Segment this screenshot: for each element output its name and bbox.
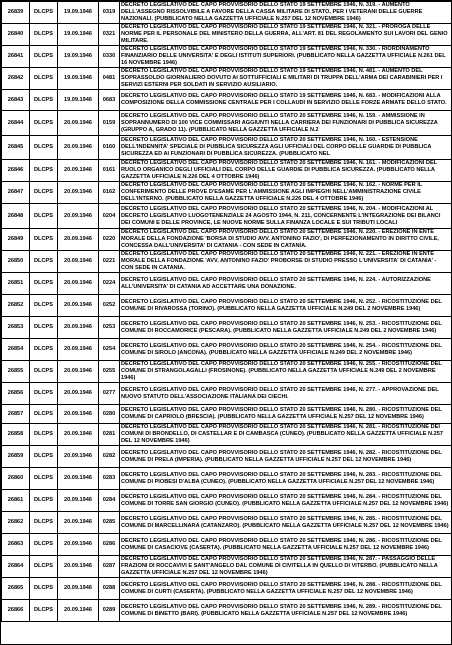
table-row: [2, 556, 452, 578]
record-number-cell: 26862: [2, 512, 30, 534]
table-row: [2, 204, 452, 229]
decree-register-table: [1, 1, 452, 622]
act-date-cell: 20.09.1946: [58, 273, 99, 295]
act-type-cell: DLCPS: [30, 273, 58, 295]
act-date-cell: 20.09.1946: [58, 556, 99, 578]
act-type-cell: DLCPS: [30, 204, 58, 229]
act-date-cell: 20.09.1946: [58, 512, 99, 534]
act-type-cell: DLCPS: [30, 2, 58, 24]
act-description-cell: DECRETO LEGISLATIVO DEL CAPO PROVVISORIO DELLO STATO 20 SETTEMBRE 1946, N. 221. - EREZIONE IN ENTE MORALE DELLA FONDAZIONE 'AVV. ANTONINO FAZIO' PROBORSE DI STUDIO PRESSO L'UNIVERSITA' DI CATANIA' - CON SEDE IN CATANIA.: [120, 251, 452, 273]
table-row: [2, 24, 452, 46]
act-description-cell: DECRETO LEGISLATIVO DEL CAPO PROVVISORIO DELLO STATO 20 SETTEMBRE 1946, N. 253. - RICOSTITUZIONE DEL COMUNE DI ROCCAMORICE (PESCARA). (PUBBLICATO NELLA GAZZETTA UFFICIALE N.249 DEL 2 NOVEMBRE 1946): [120, 317, 452, 339]
act-type-cell: DLCPS: [30, 600, 58, 622]
act-date-cell: 20.09.1946: [58, 534, 99, 556]
act-type-cell: DLCPS: [30, 136, 58, 160]
act-code-cell: 0160: [99, 136, 120, 160]
record-number-cell: 26850: [2, 251, 30, 273]
record-number-cell: 26864: [2, 556, 30, 578]
act-date-cell: 20.09.1946: [58, 229, 99, 251]
act-type-cell: DLCPS: [30, 317, 58, 339]
act-description-cell: DECRETO LEGISLATIVO DEL CAPO PROVVISORIO DELLO STATO 20 SETTEMBRE 1946, N. 287. - PASSAGGIO DELLE FRAZIONI DI ROCCAVIVI E SANT'ANGELO DAL COMUNE DI CIVITELLA IN QUELLO DI VITERBO. (PUBBLICATO NELLA GAZZETTA UFFICIALE N.257 DEL 12 NOVEMBRE 1946): [120, 556, 452, 578]
act-type-cell: DLCPS: [30, 405, 58, 424]
table-row: [2, 136, 452, 160]
table-row: [2, 111, 452, 136]
register-body: [2, 2, 452, 622]
act-type-cell: DLCPS: [30, 24, 58, 46]
act-date-cell: 20.09.1946: [58, 339, 99, 361]
act-type-cell: DLCPS: [30, 512, 58, 534]
act-description-cell: DECRETO LEGISLATIVO DEL CAPO PROVVISORIO DELLO STATO 19 SETTEMBRE 1946, N. 321. - PROROGA DELLE NORME PER IL PERSONALE DEL MINISTERO DELLA GUERRA, ALL'ART. 81 DEL REGOLAMENTO SUI LAVORI DEL GENIO MILITARE.: [120, 24, 452, 46]
table-row: [2, 229, 452, 251]
table-row: [2, 90, 452, 111]
act-date-cell: 20.09.1946: [58, 383, 99, 405]
act-type-cell: DLCPS: [30, 468, 58, 490]
record-number-cell: 26841: [2, 46, 30, 68]
act-date-cell: 20.09.1946: [58, 317, 99, 339]
record-number-cell: 26856: [2, 383, 30, 405]
table-row: [2, 383, 452, 405]
act-code-cell: 0289: [99, 600, 120, 622]
record-number-cell: 26854: [2, 339, 30, 361]
act-date-cell: 20.09.1946: [58, 251, 99, 273]
act-description-cell: DECRETO LEGISLATIVO DEL CAPO PROVVISORIO DELLO STATO 19 SETTEMBRE 1946, N. 319. - AUMENTO DELL'ASSEGNO RISSOLVIBILE A FAVORE DELLA CASSA MILITARE DI STATO, PER I VETERANI DELLE GUERRE NAZIONALI. (PUBBLICATO NELLA GAZZETTA UFFICIALE N.257 DEL 12 NOVEMBRE 1946): [120, 2, 452, 24]
act-date-cell: 20.09.1946: [58, 490, 99, 512]
act-description-cell: DECRETO LEGISLATIVO DEL CAPO PROVVISORIO DELLO STATO 20 SETTEMBRE 1946, N. 286. - RICOSTITUZIONE DEL COMUNE DI CASACIOVE (CASERTA). (PUBBLICATO NELLA GAZZETTA UFFICIALE N.257 DEL 12 NOVEMBRE 1946): [120, 534, 452, 556]
act-type-cell: DLCPS: [30, 182, 58, 204]
act-code-cell: 0220: [99, 229, 120, 251]
table-row: [2, 160, 452, 182]
act-date-cell: 20.09.1946: [58, 600, 99, 622]
act-date-cell: 20.09.1946: [58, 468, 99, 490]
act-code-cell: 0280: [99, 405, 120, 424]
act-date-cell: 20.09.1946: [58, 136, 99, 160]
record-number-cell: 26852: [2, 295, 30, 317]
act-description-cell: DECRETO LEGISLATIVO DEL CAPO PROVVISORIO DELLO STATO 20 SETTEMBRE 1946, N. 281. - RICOSTITUZIONE DEI COMUNI DI BRONDELLO, DI CASTELLAR E DI CAMBASCA (CUNEO). (PUBBLICATO NELLA GAZZETTA UFFICIALE N.257 DEL 12 NOVEMBRE 1946): [120, 424, 452, 446]
act-date-cell: 20.09.1946: [58, 446, 99, 468]
act-type-cell: DLCPS: [30, 251, 58, 273]
act-type-cell: DLCPS: [30, 229, 58, 251]
record-number-cell: 26846: [2, 160, 30, 182]
act-description-cell: DECRETO LEGISLATIVO DEL CAPO PROVVISORIO DELLO STATO 20 SETTEMBRE 1946, N. 282. - RICOSTITUZIONE DEL COMUNE DI PRELA (IMPERIA). (PUBBLICATO NELLA GAZZETTA UFFICIALE N.257 DEL 12 NOVEMBRE 1946): [120, 446, 452, 468]
act-code-cell: 0287: [99, 556, 120, 578]
table-row: [2, 2, 452, 24]
act-description-cell: DECRETO LEGISLATIVO DEL CAPO PROVVISORIO DELLO STATO 20 SETTEMBRE 1946, N. 289. - RICOSTITUZIONE DEL COMUNE DI BINETTO (BARI). (PUBBLICATO NELLA GAZZETTA UFFICIALE N.257 DEL 12 NOVEMBRE 1946): [120, 600, 452, 622]
act-code-cell: 0283: [99, 468, 120, 490]
act-description-cell: DECRETO LEGISLATIVO DEL CAPO PROVVISORIO DELLO STATO 19 SETTEMBRE 1946, N. 683. - MODIFICAZIONI ALLA COMPOSIZIONE DELLA COMMISSIONE CENTRALE PER I COLLAUDI IN SERVIZIO DELLE FORZE ARMATE DELLO STATO.: [120, 90, 452, 111]
act-date-cell: 20.09.1946: [58, 405, 99, 424]
act-description-cell: DECRETO LEGISLATIVO DEL CAPO PROVVISORIO DELLO STATO 20 SETTEMBRE 1946, N. 254. - RICOSTITUZIONE DEL COMUNE DI SIROLO (ANCONA). (PUBBLICATO NELLA GAZZETTA UFFICIALE N.249 DEL 2 NOVEMBRE 1946): [120, 339, 452, 361]
table-row: [2, 578, 452, 600]
act-type-cell: DLCPS: [30, 46, 58, 68]
act-code-cell: 0281: [99, 424, 120, 446]
act-description-cell: DECRETO LEGISLATIVO DEL CAPO PROVVISORIO DELLO STATO 20 SETTEMBRE 1946, N. 284. - RICOSTITUZIONE DEL COMUNE DI TORRE SAN GIORGIO (CUNEO). (PUBBLICATO NELLA GAZZETTA UFFICIALE N.257 DEL 12 NOVEMBRE 1946): [120, 490, 452, 512]
record-number-cell: 26866: [2, 600, 30, 622]
record-number-cell: 26855: [2, 361, 30, 383]
record-number-cell: 26860: [2, 468, 30, 490]
act-type-cell: DLCPS: [30, 90, 58, 111]
table-row: [2, 405, 452, 424]
table-row: [2, 534, 452, 556]
act-code-cell: 0252: [99, 295, 120, 317]
record-number-cell: 26861: [2, 490, 30, 512]
act-description-cell: DECRETO LEGISLATIVO DEL CAPO PROVVISORIO DELLO STATO 20 SETTEMBRE 1946, N. 255. - RICOSTITUZIONE DEL COMUNE DI STRANGOLAGALLI (FROSINONE). (PUBBLICATO NELLA GAZZETTA UFFICIALE N.249 DEL 2 NOVEMBRE 1946): [120, 361, 452, 383]
record-number-cell: 26865: [2, 578, 30, 600]
act-date-cell: 20.09.1946: [58, 578, 99, 600]
act-date-cell: 20.09.1946: [58, 204, 99, 229]
act-description-cell: DECRETO LEGISLATIVO DEL CAPO PROVVISORIO DELLO STATO 20 SETTEMBRE 1946, N. 288. - RICOSTITUZIONE DEL COMUNE DI CURTI (CASERTA). (PUBBLICATO NELLA GAZZETTA UFFICIALE N.257 DEL 12 NOVEMBRE 1946): [120, 578, 452, 600]
act-code-cell: 0282: [99, 446, 120, 468]
act-code-cell: 0254: [99, 339, 120, 361]
act-date-cell: 19.09.1946: [58, 90, 99, 111]
act-date-cell: 19.09.1946: [58, 68, 99, 90]
table-row: [2, 512, 452, 534]
act-date-cell: 19.09.1946: [58, 46, 99, 68]
act-code-cell: 0321: [99, 24, 120, 46]
act-code-cell: 0224: [99, 273, 120, 295]
record-number-cell: 26851: [2, 273, 30, 295]
act-code-cell: 0284: [99, 490, 120, 512]
act-type-cell: DLCPS: [30, 534, 58, 556]
act-date-cell: 20.09.1946: [58, 361, 99, 383]
table-row: [2, 317, 452, 339]
record-number-cell: 26839: [2, 2, 30, 24]
act-code-cell: 0481: [99, 68, 120, 90]
record-number-cell: 26863: [2, 534, 30, 556]
act-code-cell: 0255: [99, 361, 120, 383]
record-number-cell: 26845: [2, 136, 30, 160]
act-description-cell: DECRETO LEGISLATIVO DEL CAPO PROVVISORIO DELLO STATO 20 SETTEMBRE 1946, N. 283. - RICOSTITUZIONE DEL COMUNE DI PIOBESI D'ALBA (CUNEO). (PUBBLICATO NELLA GAZZETTA UFFICIALE N.257 DEL 12 NOVEMBRE 1946): [120, 468, 452, 490]
act-description-cell: DECRETO LEGISLATIVO DEL CAPO PROVVISORIO DELLO STATO 20 SETTEMBRE 1946, N. 160. - ESTENSIONE DELL'INDENNITA' SPECIALE DI PUBBLICA SICUREZZA AGLI UFFICIALI DEL CORPO DELLE GUARDIE DI PUBBLICA SICUREZZA ED AI FUNZIONARI DI PUBBLICA SICUREZZA. (PUBBLICATO NEL: [120, 136, 452, 160]
act-type-cell: DLCPS: [30, 111, 58, 136]
act-date-cell: 20.09.1946: [58, 295, 99, 317]
act-description-cell: DECRETO LEGISLATIVO DEL CAPO PROVVISORIO DELLO STATO 20 SETTEMBRE 1946, N. 162. - NORME PER IL CONFERIMENTO DELLE PROVE D'ESAME PER L'AMMISSIONE AGLI IMPIEGHI NELL'AMMINISTRAZIONE CIVILE DELL'INTERNO. (PUBBLICATO NELLA GAZZETTA UFFICIALE N.226 DEL 4 OTTOBRE 1946): [120, 182, 452, 204]
act-date-cell: 20.09.1946: [58, 182, 99, 204]
act-type-cell: DLCPS: [30, 578, 58, 600]
table-row: [2, 339, 452, 361]
act-date-cell: 19.09.1946: [58, 2, 99, 24]
act-code-cell: 0319: [99, 2, 120, 24]
table-row: [2, 46, 452, 68]
act-type-cell: DLCPS: [30, 160, 58, 182]
table-row: [2, 273, 452, 295]
record-number-cell: 26848: [2, 204, 30, 229]
record-number-cell: 26842: [2, 68, 30, 90]
act-description-cell: DECRETO LEGISLATIVO DEL CAPO PROVVISORIO DELLO STATO 20 SETTEMBRE 1946, N. 277. - APPROVAZIONE DEL NUOVO STATUTO DELL'ASSOCIAZIONE ITALIANA DEI CIECHI.: [120, 383, 452, 405]
act-code-cell: 0288: [99, 578, 120, 600]
act-type-cell: DLCPS: [30, 295, 58, 317]
act-description-cell: DECRETO LEGISLATIVO DEL CAPO PROVVISORIO DELLO STATO 20 SETTEMBRE 1946, N. 161. - MODIFICAZIONI DEL RUOLO ORGANICO DEGLI UFFICIALI DEL CORPO DELLE GUARDIE DI PUBBLICA SICUREZZA. (PUBBLICATO NELLA GAZZETTA UFFICIALE N.226 DEL 4 OTTOBRE 1946): [120, 160, 452, 182]
record-number-cell: 26853: [2, 317, 30, 339]
act-date-cell: 19.09.1946: [58, 24, 99, 46]
act-description-cell: DECRETO LEGISLATIVO DEL CAPO PROVVISORIO DELLO STATO 20 SETTEMBRE 1946, N. 220. - EREZIONE IN ENTE MORALE DELLA FONDAZIONE 'BORSA DI STUDIO AVV. ANTONINO FAZIO', DI PERFEZIONAMENTO IN DIRITTO CIVILE, CONCESSA DALL'UNIVERSITA' DI CATANIA - CON SEDE IN CATANIA.: [120, 229, 452, 251]
act-type-cell: DLCPS: [30, 68, 58, 90]
act-code-cell: 0683: [99, 90, 120, 111]
act-date-cell: 20.09.1946: [58, 160, 99, 182]
act-description-cell: DECRETO LEGISLATIVO DEL CAPO PROVVISORIO DELLO STATO 20 SETTEMBRE 1946, N. 252. - RICOSTITUZIONE DEL COMUNE DI RIVAROSSA (TORINO). (PUBBLICATO NELLA GAZZETTA UFFICIALE N.249 DEL 2 NOVEMBRE 1946): [120, 295, 452, 317]
act-type-cell: DLCPS: [30, 556, 58, 578]
record-number-cell: 26840: [2, 24, 30, 46]
record-number-cell: 26844: [2, 111, 30, 136]
table-row: [2, 295, 452, 317]
record-number-cell: 26843: [2, 90, 30, 111]
record-number-cell: 26857: [2, 405, 30, 424]
act-date-cell: 20.09.1946: [58, 111, 99, 136]
act-code-cell: 0286: [99, 534, 120, 556]
table-row: [2, 361, 452, 383]
act-code-cell: 0162: [99, 182, 120, 204]
record-number-cell: 26847: [2, 182, 30, 204]
table-row: [2, 446, 452, 468]
table-row: [2, 468, 452, 490]
act-description-cell: DECRETO LEGISLATIVO DEL CAPO PROVVISORIO DELLO STATO 20 SETTEMBRE 1946, N. 280. - RICOSTITUZIONE DEL COMUNE DI CAPRIOLO (BRESCIA). (PUBBLICATO NELLA GAZZETTA UFFICIALE N.257 DEL 12 NOVEMBRE 1946): [120, 405, 452, 424]
record-number-cell: 26859: [2, 446, 30, 468]
act-code-cell: 0159: [99, 111, 120, 136]
table-row: [2, 68, 452, 90]
act-code-cell: 0277: [99, 383, 120, 405]
act-code-cell: 0221: [99, 251, 120, 273]
table-row: [2, 600, 452, 622]
record-number-cell: 26858: [2, 424, 30, 446]
record-number-cell: 26849: [2, 229, 30, 251]
act-description-cell: DECRETO LEGISLATIVO DEL CAPO PROVVISORIO DELLO STATO 19 SETTEMBRE 1946, N. 481. - AUMENTO DEL SOPRASSOLDO GIORNALIERO DOVUTO AI SOTTUFFICIALI E MILITARI DI TRUPPA DELL'ARMA DEI CARABINIERI PER I SERVIZI ESTERNI PER SOLDATI IN SERVIZIO AUSILIARIO.: [120, 68, 452, 90]
act-type-cell: DLCPS: [30, 490, 58, 512]
act-date-cell: 20.09.1946: [58, 424, 99, 446]
act-code-cell: 0253: [99, 317, 120, 339]
act-type-cell: DLCPS: [30, 339, 58, 361]
act-type-cell: DLCPS: [30, 361, 58, 383]
act-type-cell: DLCPS: [30, 446, 58, 468]
act-description-cell: DECRETO LEGISLATIVO DEL CAPO PROVVISORIO DELLO STATO 20 SETTEMBRE 1946, N. 224. - AUTORIZZAZIONE ALL'UNIVERSITA' DI CATANIA AD ACCETTARE UNA DONAZIONE.: [120, 273, 452, 295]
act-description-cell: DECRETO LEGISLATIVO DEL CAPO PROVVISORIO DELLO STATO 20 SETTEMBRE 1946, N. 204. - MODIFICAZIONI AL DECRETO LEGISLATIVO LUOGOTENENZIALE 24 AGOSTO 1944, N. 211, CONCERNENTE L'INTEGRAZIONE DEI BILANCI DEI COMUNI E DELLE PROVINCE, LE NUOVE NORME SULLA FINANZA LOCALE E SUI TRIBUTI LOCALI: [120, 204, 452, 229]
act-code-cell: 0285: [99, 512, 120, 534]
act-code-cell: 0330: [99, 46, 120, 68]
table-row: [2, 251, 452, 273]
act-code-cell: 0161: [99, 160, 120, 182]
act-code-cell: 0204: [99, 204, 120, 229]
table-row: [2, 182, 452, 204]
table-row: [2, 424, 452, 446]
act-description-cell: DECRETO LEGISLATIVO DEL CAPO PROVVISORIO DELLO STATO 19 SETTEMBRE 1946, N. 330. - RIORDINAMENTO FINANZIARIO DELLE UNIVERSITA' E DEGLI ISTITUTI SUPERIORI. (PUBBLICATO NELLA GAZZETTA UFFICIALE N.261 DEL 16 NOVEMBRE 1946): [120, 46, 452, 68]
act-type-cell: DLCPS: [30, 424, 58, 446]
act-type-cell: DLCPS: [30, 383, 58, 405]
act-description-cell: DECRETO LEGISLATIVO DEL CAPO PROVVISORIO DELLO STATO 20 SETTEMBRE 1946, N. 285. - RICOSTITUZIONE DEL COMUNE DI MARCELLINARA (CATANZARO). (PUBBLICATO NELLA GAZZETTA UFFICIALE N.257 DEL 12 NOVEMBRE 1946): [120, 512, 452, 534]
act-description-cell: DECRETO LEGISLATIVO DEL CAPO PROVVISORIO DELLO STATO 20 SETTEMBRE 1946, N. 159. - AMMISSIONE IN SOPRANNUMERO DI 100 VICE COMMISSARI AGGIUNTI NELLA CARRIERA DEI FUNZIONARI DI PUBBLICA SICUREZZA (GRUPPO A, GRADO 11). (PUBBLICATO NELLA GAZZETTA UFFICIALE N.2: [120, 111, 452, 136]
table-row: [2, 490, 452, 512]
